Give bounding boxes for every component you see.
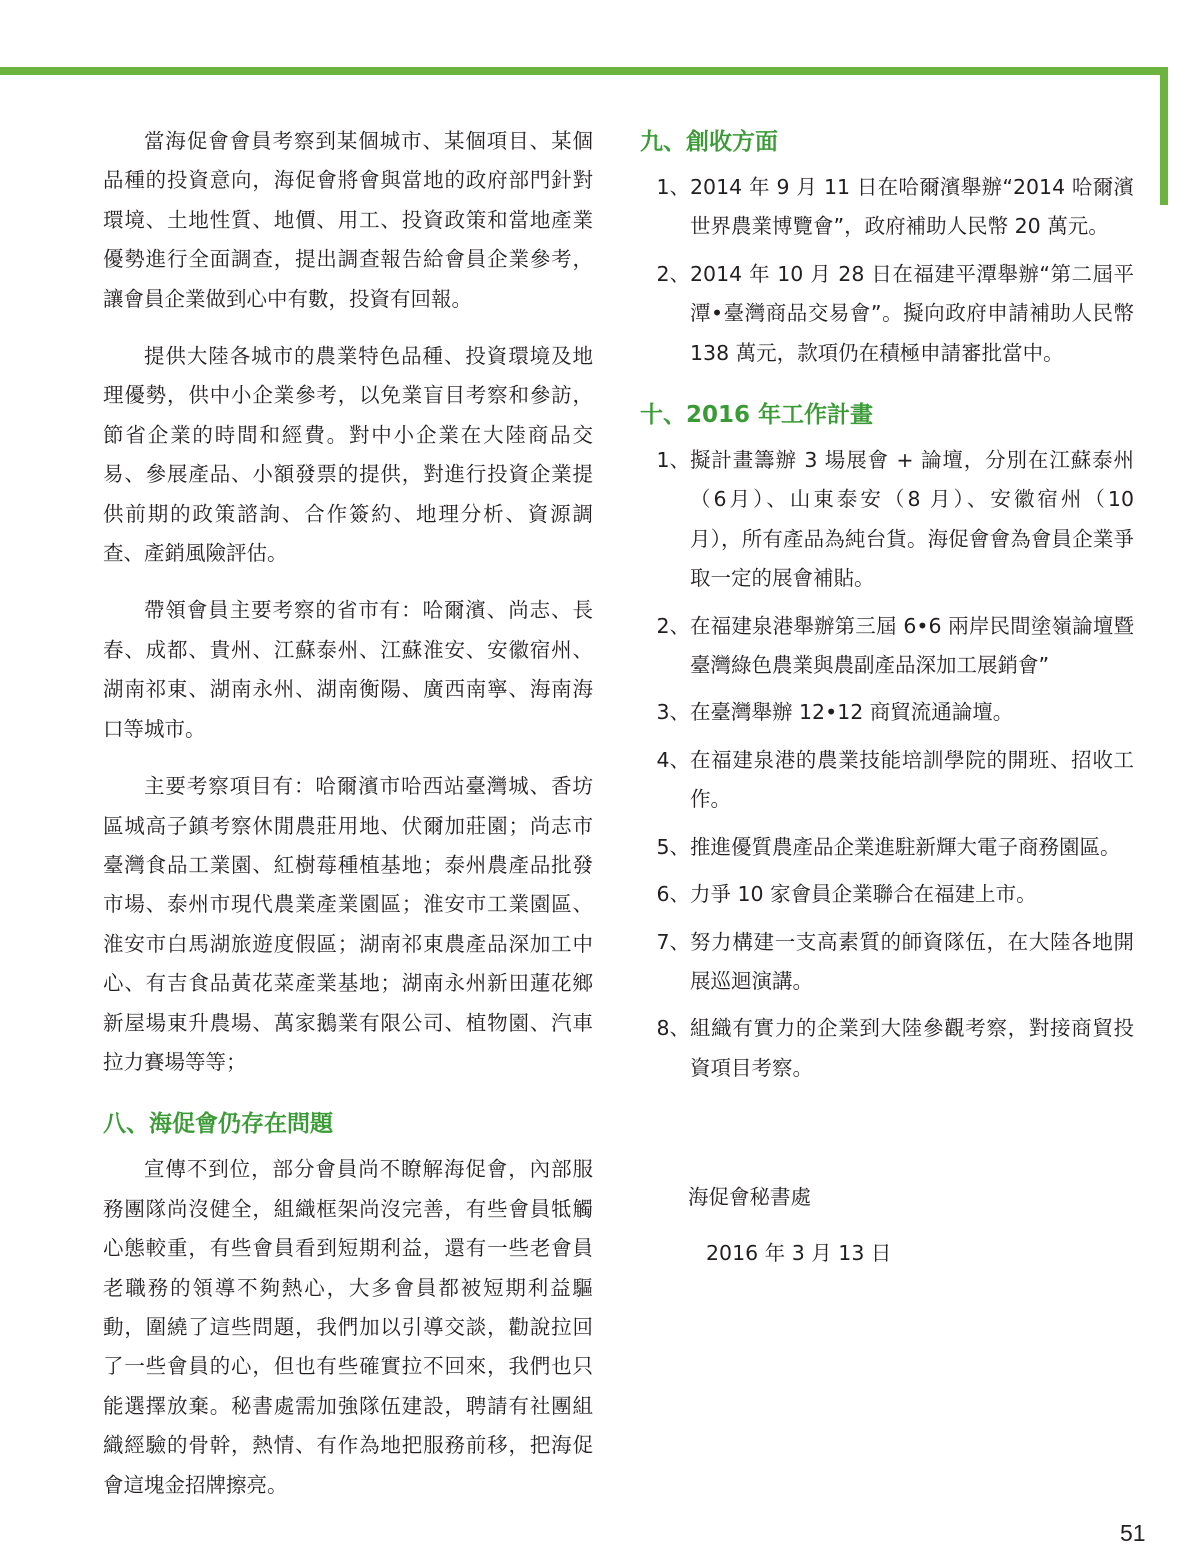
list-item xyxy=(640,607,1134,686)
section-heading-8: 八、海促會仍存在問題 xyxy=(103,1111,333,1138)
item-number: 8、 xyxy=(656,1016,690,1041)
item-text: 組織有實力的企業到大陸參觀考察，對接商貿投資項目考察。 xyxy=(690,1016,1134,1080)
paragraph: 主要考察項目有：哈爾濱市哈西站臺灣城、香坊區城高子鎮考察休閒農莊用地、伏爾加莊園；尚志市臺灣食品工業園、紅樹莓種植基地；泰州農產品批發市場、泰州市現代農業產業園區；淮安市工業園區、淮安市白馬湖旅遊度假區；湖南祁東農產品深加工中心、有吉食品黃花菜產業基地；湖南永州新田蓮花鄉新屋場東升農場、萬家鵝業有限公司、植物園、汽車拉力賽場等等； xyxy=(103,774,593,1074)
list-item xyxy=(640,923,1134,1002)
page-number: 51 xyxy=(1120,1520,1146,1546)
paragraph: 當海促會會員考察到某個城市、某個項目、某個品種的投資意向，海促會將會與當地的政府部門針對環境、土地性質、地價、用工、投資政策和當地產業優勢進行全面調查，提出調查報告給會員企業參考，讓會員企業做到心中有數，投資有回報。 xyxy=(103,129,593,311)
section-heading-10: 十、2016 年工作計畫 xyxy=(640,402,874,429)
item-number: 1、 xyxy=(656,175,690,199)
list-item xyxy=(640,1009,1134,1088)
item-text: 推進優質農產品企業進駐新輝大電子商務園區。 xyxy=(690,834,1121,859)
paragraph: 提供大陸各城市的農業特色品種、投資環境及地理優勢，供中小企業參考，以免業盲目考察和參訪，節省企業的時間和經費。對中小企業在大陸商品交易、參展產品、小額發票的提供，對進行投資企業提供前期的政策諮詢、合作簽約、地理分析、資源調查、產銷風險評估。 xyxy=(103,344,593,566)
item-text: 擬計畫籌辦 3 場展會 + 論壇，分別在江蘇泰州（6月）、山東泰安（8 月）、安徽宿州（10 月），所有產品為純台貨。海促會會為會員企業爭取一定的展會補貼。 xyxy=(690,448,1134,591)
signoff xyxy=(640,1178,1134,1273)
list-item xyxy=(640,441,1134,599)
item-text: 2014 年 9 月 11 日在哈爾濱舉辦“2014 哈爾濱世界農業博覽會”，政府補助人民幣 20 萬元。 xyxy=(690,175,1134,239)
left-column xyxy=(103,122,593,1523)
paragraph: 帶領會員主要考察的省市有：哈爾濱、尚志、長春、成都、貴州、江蘇泰州、江蘇淮安、安徽宿州、湖南祁東、湖南永州、湖南衡陽、廣西南寧、海南海口等城市。 xyxy=(103,598,593,741)
item-number: 1、 xyxy=(656,448,690,473)
section-heading-9: 九、創收方面 xyxy=(640,129,778,155)
item-text: 在福建泉港的農業技能培訓學院的開班、招收工作。 xyxy=(690,747,1134,812)
item-number: 2、 xyxy=(656,261,690,286)
side-green-rule xyxy=(1160,67,1168,205)
item-number: 4、 xyxy=(656,747,690,772)
item-text: 力爭 10 家會員企業聯合在福建上市。 xyxy=(690,882,1037,907)
right-column xyxy=(640,122,1134,1273)
list-item xyxy=(640,741,1134,820)
signoff-organization: 海促會秘書處 xyxy=(688,1185,811,1210)
list-item xyxy=(640,828,1134,867)
item-text: 2014 年 10 月 28 日在福建平潭舉辦“第二屆平潭•臺灣商品交易會”。擬向政府申請補助人民幣 138 萬元，款項仍在積極申請審批當中。 xyxy=(690,261,1134,365)
list-item xyxy=(640,693,1134,732)
signoff-date: 2016 年 3 月 13 日 xyxy=(706,1240,892,1265)
item-number: 2、 xyxy=(656,613,690,638)
paragraph: 宣傳不到位，部分會員尚不瞭解海促會，內部服務團隊尚沒健全，組織框架尚沒完善，有些會員牴觸心態較重，有些會員看到短期利益，還有一些老會員老職務的領導不夠熱心，大多會員都被短期利益驅動，圍繞了這些問題，我們加以引導交談，勸說拉回了一些會員的心，但也有些確實拉不回來，我們也只能選擇放棄。秘書處需加強隊伍建設，聘請有社團組織經驗的骨幹，熱情、有作為地把服務前移，把海促會這塊金招牌擦亮。 xyxy=(103,1157,593,1497)
item-number: 3、 xyxy=(656,700,690,725)
list-item xyxy=(640,168,1134,247)
item-number: 5、 xyxy=(656,834,690,859)
item-text: 在臺灣舉辦 12•12 商貿流通論壇。 xyxy=(690,700,1014,725)
list-item xyxy=(640,875,1134,914)
item-text: 在福建泉港舉辦第三屆 6•6 兩岸民間塗嶺論壇暨臺灣綠色農業與農副產品深加工展銷會” xyxy=(690,613,1134,678)
list-item xyxy=(640,255,1134,373)
item-number: 6、 xyxy=(656,882,690,907)
item-text: 努力構建一支高素質的師資隊伍，在大陸各地開展巡迴演講。 xyxy=(690,929,1134,993)
top-green-rule xyxy=(0,67,1168,75)
item-number: 7、 xyxy=(656,929,690,954)
